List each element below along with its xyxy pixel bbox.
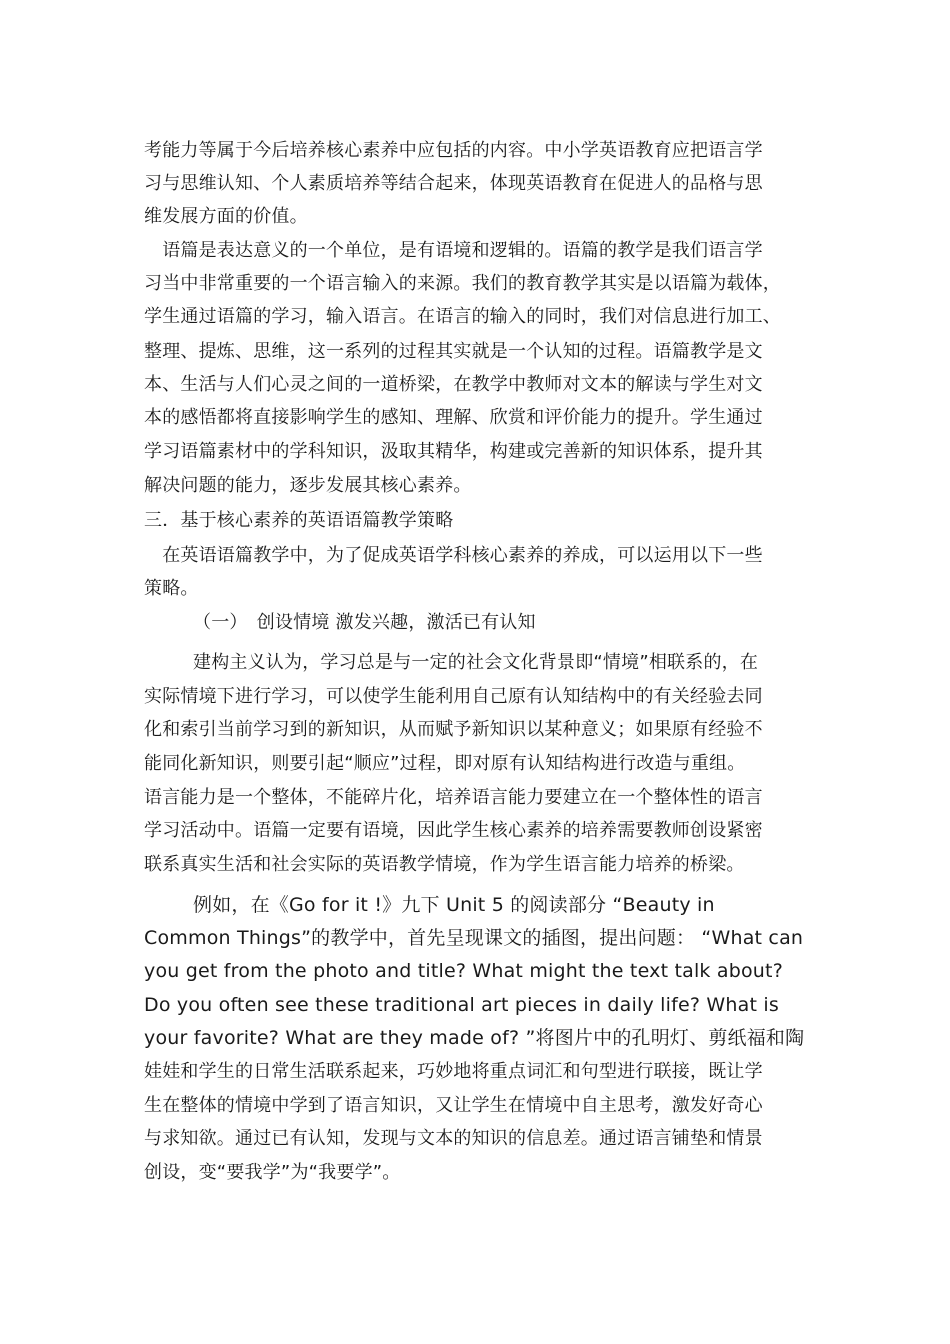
paragraph-line: 娃娃和学生的日常生活联系起来，巧妙地将重点词汇和句型进行联接，既让学: [144, 1061, 763, 1082]
subsection-heading: （一） 创设情境 激发兴趣，激活已有认知: [193, 612, 536, 633]
paragraph-line: 整理、提炼、思维，这一系列的过程其实就是一个认知的过程。语篇教学是文: [144, 341, 763, 362]
paragraph-line: 学习活动中。语篇一定要有语境，因此学生核心素养的培养需要教师创设紧密: [144, 820, 763, 841]
paragraph-line: 学生通过语篇的学习，输入语言。在语言的输入的同时，我们对信息进行加工、: [144, 306, 781, 327]
paragraph-line: 本、生活与人们心灵之间的一道桥梁，在教学中教师对文本的解读与学生对文: [144, 374, 763, 395]
paragraph-line: Do you often see these traditional art pieces in daily life? What is: [144, 994, 779, 1016]
paragraph-line: 维发展方面的价值。: [144, 206, 308, 227]
paragraph-line: 能同化新知识，则要引起“顺应”过程，即对原有认知结构进行改造与重组。: [144, 753, 746, 774]
paragraph-line: 语篇是表达意义的一个单位，是有语境和逻辑的。语篇的教学是我们语言学: [144, 240, 763, 261]
paragraph-line: 本的感悟都将直接影响学生的感知、理解、欣赏和评价能力的提升。学生通过: [144, 407, 763, 428]
paragraph-line: 联系真实生活和社会实际的英语教学情境，作为学生语言能力培养的桥梁。: [144, 854, 745, 875]
paragraph-line: 在英语语篇教学中，为了促成英语学科核心素养的养成，可以运用以下一些: [144, 545, 763, 566]
paragraph-line: 创设，变“要我学”为“我要学”。: [144, 1162, 401, 1183]
paragraph-line: 例如，在《Go for it !》九下 Unit 5 的阅读部分 “Beauty in: [193, 894, 715, 916]
paragraph-line: 学习语篇素材中的学科知识，汲取其精华，构建或完善新的知识体系，提升其: [144, 441, 763, 462]
paragraph-line: 建构主义认为，学习总是与一定的社会文化背景即“情境”相联系的，在: [193, 652, 759, 673]
paragraph-line: 与求知欲。通过已有认知，发现与文本的知识的信息差。通过语言铺垫和情景: [144, 1128, 763, 1149]
paragraph-line: Common Things”的教学中，首先呈现课文的插图，提出问题： “What can: [144, 927, 804, 949]
paragraph-line: 语言能力是一个整体，不能碎片化，培养语言能力要建立在一个整体性的语言: [144, 787, 763, 808]
paragraph-line: you get from the photo and title? What might the text talk about?: [144, 960, 783, 982]
paragraph-line: 习与思维认知、个人素质培养等结合起来，体现英语教育在促进人的品格与思: [144, 173, 763, 194]
paragraph-line: 解决问题的能力，逐步发展其核心素养。: [144, 475, 472, 496]
paragraph-line: 生在整体的情境中学到了语言知识，又让学生在情境中自主思考，激发好奇心: [144, 1095, 763, 1116]
paragraph-line: 考能力等属于今后培养核心素养中应包括的内容。中小学英语教育应把语言学: [144, 140, 763, 161]
paragraph-line: your favorite? What are they made of? ”将图片中的孔明灯、剪纸福和陶: [144, 1027, 805, 1049]
paragraph-line: 实际情境下进行学习，可以使学生能利用自己原有认知结构中的有关经验去同: [144, 686, 763, 707]
section-heading: 三．基于核心素养的英语语篇教学策略: [144, 510, 454, 531]
paragraph-line: 习当中非常重要的一个语言输入的来源。我们的教育教学其实是以语篇为载体，: [144, 273, 781, 294]
paragraph-line: 策略。: [144, 578, 199, 599]
paragraph-line: 化和索引当前学习到的新知识，从而赋予新知识以某种意义；如果原有经验不: [144, 719, 763, 740]
